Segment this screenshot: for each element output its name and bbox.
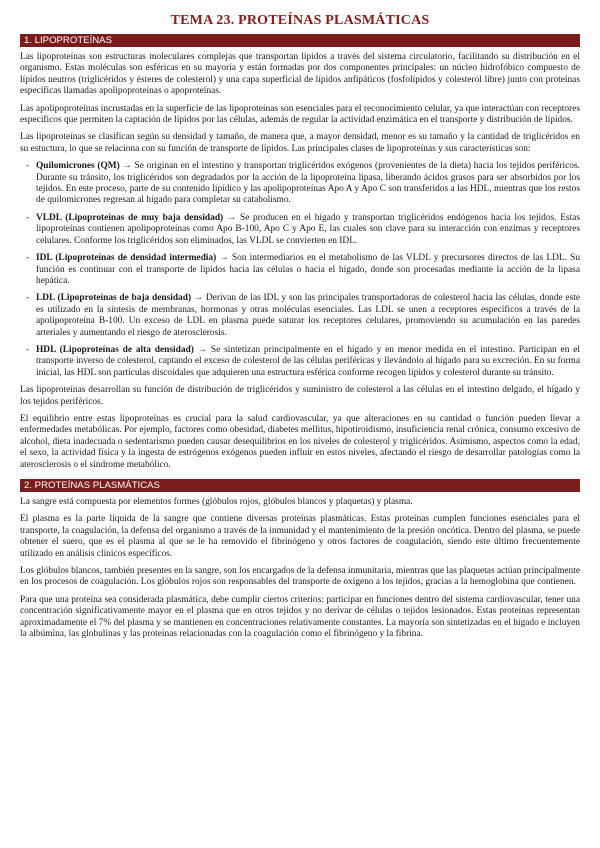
paragraph: El equilibrio entre estas lipoproteínas es crucial para la salud cardiovascular, ya que alteraciones en su cantidad o función pueden llevar a enfermedades metabólicas. Por ejemplo, factores como obesidad, diabetes mellitus, hipotiroidismo, insuficiencia renal crónica, consumo excesivo de alcohol, dieta inadecuada o sedentarismo pueden causar desequilibrios en los niveles de colesterol y triglicéridos. Asimismo, aspectos como la edad, el sexo, la actividad física y la ingesta de estrógenos exógenos pueden influir en estos niveles, afectando el riesgo de desarrollar patologías como la aterosclerosis o el síndrome metabólico.	[20, 413, 580, 470]
list-item-text: Son intermediarios en el metabolismo de las VLDL y precursores directos de las LDL. Su función es continuar con el transporte de lípidos hacia las células o hacia el hígado, donde son procesadas mediante la acción de la lipasa hepática.	[36, 253, 581, 286]
paragraph: Las lipoproteínas se clasifican según su densidad y tamaño, de manera que, a mayor densidad, menor es su tamaño y la cantidad de triglicéridos en su estuctura, lo que se relaciona con su función de transporte de lípidos. Las principales clases de lipoproteínas y sus características son:	[20, 132, 580, 154]
list-item-term: LDL (Lipoproteínas de baja densidad) →	[36, 293, 204, 304]
paragraph: Los glóbulos blancos, también presentes en la sangre, son los encargados de la defensa inmunitaria, mientras que las plaquetas actúan principalmente en los procesos de coagulación. Los glóbulos rojos son responsables del transporte de oxígeno a los tejidos, gracias a la hemoglobina que contienen.	[20, 566, 580, 588]
list-item-vldl	[20, 213, 580, 247]
section-heading-lipoproteinas: 1. LIPOPROTEÍNAS	[20, 34, 580, 47]
list-item-text: Se producen en el hígado y transportan triglicéridos endógenos hacia los tejidos. Estas lipoproteínas contienen apolipoproteínas como Apo B-100, Apo C y Apo E, las cuales son clave para su interacción con enzimas y receptores celulares. Conforme los triglicéridos son eliminados, las VLDL se convierten en IDL.	[36, 212, 580, 246]
list-item-term: HDL (Lipoproteínas de alta densidad) →	[36, 344, 208, 355]
list-item-hdl	[20, 345, 580, 379]
section-heading-proteinas-plasmaticas: 2. PROTEÍNAS PLASMÁTICAS	[20, 479, 580, 492]
page-title: TEMA 23. PROTEÍNAS PLASMÁTICAS	[170, 13, 430, 28]
list-item-text: Se originan en el intestino y transportan triglicéridos exógenos (provenientes de la dieta) hacia los tejidos periféricos. Durante su tránsito, los triglicéridos son degradados por la acción de la lipoproteína lipasa, liberando ácidos grasos para ser absorbidos por los tejidos. En este proceso, parte de su contenido lipídico y las apolipoproteínas Apo A y Apo C son transferidos a las HDL, mientras que los restos de quilomicrones regresan al hígado para completar su catabolismo.	[36, 161, 580, 206]
list-item-term: VLDL (Lipoproteínas de muy baja densidad) →	[36, 212, 237, 223]
list-item-ldl	[20, 293, 580, 339]
paragraph: El plasma es la parte líquida de la sangre que contiene diversas proteínas plasmáticas. Estas proteínas cumplen funciones esenciales para el transporte, la coagulación, la defensa del organismo a través de la inmunidad y el mantenimiento de la presión oncótica. Dentro del plasma, se puede obtener el suero, que es el plasma al que se le ha removido el fibrinógeno y otros factores de coagulación, siendo este último frecuentemente utilizado en análisis clínicos específicos.	[20, 514, 580, 559]
list-item-idl	[20, 253, 580, 287]
paragraph: Las lipoproteínas desarrollan su función de distribución de triglicéridos y suministro de colesterol a las células en el intestino delgado, el hígado y los tejidos periféricos.	[20, 385, 580, 407]
list-item-term: Quilomicrones (QM) →	[36, 161, 132, 172]
lipoprotein-list	[20, 161, 580, 379]
paragraph: Las lipoproteínas son estructuras moleculares complejas que transportan lípidos a través del sistema circulatorio, facilitando su distribución en el organismo. Estas moléculas son esféricas en su mayoría y están formadas por dos componentes principales: un núcleo hidrofóbico compuesto de lípidos neutros (triglicéridos y ésteres de colesterol) y una capa superficial de lípidos anfipáticos (fosfolípidos y colesterol libre) junto con proteínas específicas llamadas apolipoproteínas o apoproteínas.	[20, 52, 580, 97]
paragraph: Para que una proteína sea considerada plasmática, debe cumplir ciertos criterios: participar en funciones dentro del sistema cardiovascular, tener una concentración significativamente mayor en el plasma que en otros tejidos y no derivar de células o tejidos lesionados. Estas proteínas representan aproximadamente el 7% del plasma y se mantienen en concentraciones relativamente constantes. La mayoría son sintetizadas en el hígado e incluyen la albúmina, las globulinas y las proteínas relacionadas con la coagulación como el fibrinógeno y la fibrina.	[20, 594, 580, 640]
list-item-quilomicrones	[20, 161, 580, 207]
list-item-term: IDL (Lipoproteínas de densidad intermedia) →	[36, 253, 229, 264]
list-item-text: Derivan de las IDL y son las principales transportadoras de colesterol hacia las células, donde este es utilizado en la síntesis de membranas, hormonas y otras moléculas esenciales. Las LDL se unen a receptores específicos a través de la apolipoproteína B-100. Un exceso de LDL en plasma puede saturar los receptores celulares, promoviendo su acumulación en las paredes arteriales y aumentando el riesgo de aterosclerosis.	[36, 293, 580, 338]
list-item-text: Se sintetizan principalmente en el hígado y en menor medida en el intestino. Participan en el transporte inverso de colesterol, captando el exceso de colesterol de las células periféricas y llevándolo al hígado para su excreción. En su forma inicial, las HDL son partículas discoidales que adquieren una estructura esférica conforme recogen lípidos y colesterol durante su tránsito.	[36, 344, 580, 378]
paragraph: Las apolipoproteínas incrustadas en la superficie de las lipoproteínas son esenciales para el reconocimiento celular, ya que interactúan con receptores específicos que permiten la captación de lípidos por las células, además de regular la actividad enzimática en el transporte y distribución de lípidos.	[20, 103, 580, 126]
paragraph: La sangre está compuesta por elementos formes (glóbulos rojos, glóbulos blancos y plaquetas) y plasma.	[20, 497, 413, 507]
